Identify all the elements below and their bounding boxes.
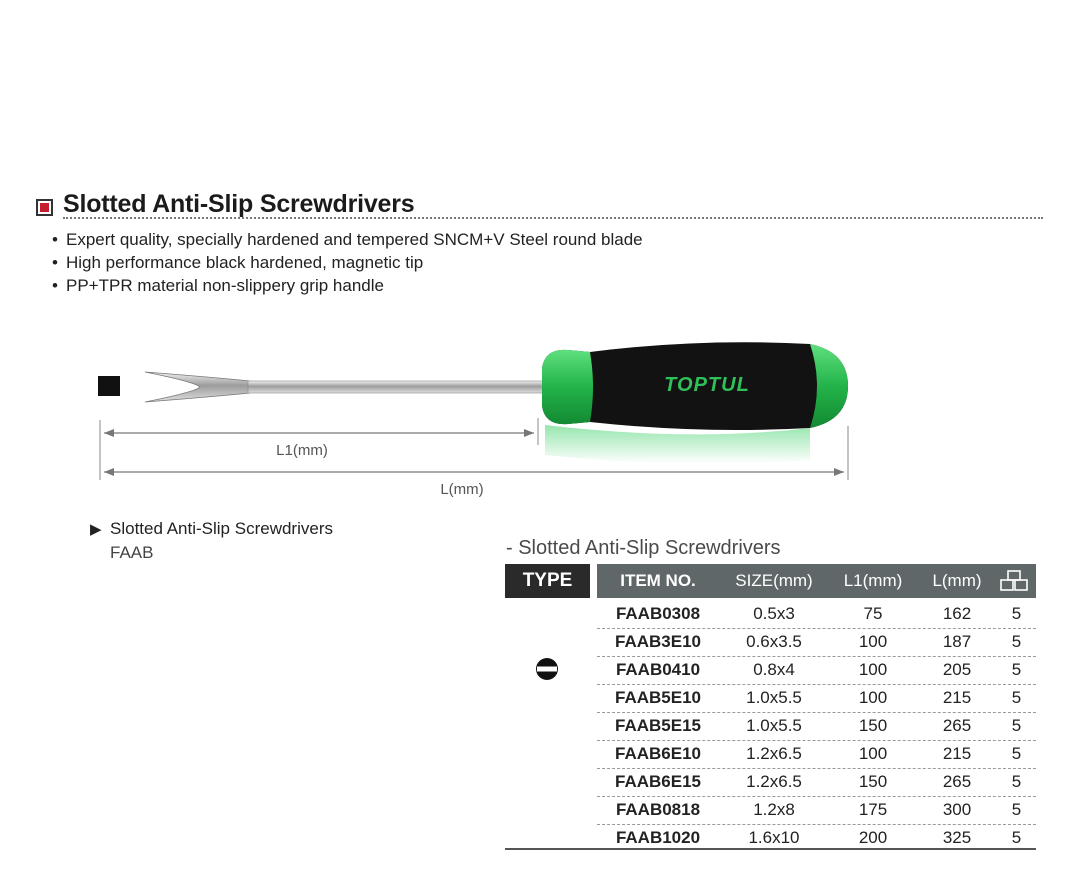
page-title: Slotted Anti-Slip Screwdrivers [63, 190, 415, 218]
cell-item: FAAB6E15 [615, 772, 701, 791]
title-bullet-icon [36, 199, 53, 216]
cell-item: FAAB5E10 [615, 688, 701, 707]
row-divider [597, 712, 1036, 713]
screwdriver-illustration [90, 330, 870, 505]
cell-qty: 5 [1011, 772, 1022, 791]
cell-size: 1.6x10 [748, 828, 800, 847]
cell-size: 0.6x3.5 [746, 632, 802, 651]
cell-item: FAAB5E15 [615, 716, 701, 735]
cell-l: 215 [942, 688, 972, 707]
row-divider [597, 824, 1036, 825]
cell-size: 1.0x5.5 [746, 688, 802, 707]
table-bottom-rule [505, 848, 1036, 850]
cell-l: 187 [942, 632, 972, 651]
brand-logo: TOPTUL [664, 374, 750, 396]
cell-item: FAAB6E10 [615, 744, 701, 763]
cell-size: 1.2x6.5 [746, 744, 802, 763]
cell-l: 162 [942, 604, 972, 623]
cell-l1: 100 [858, 688, 888, 707]
cell-l: 205 [942, 660, 972, 679]
header-l1: L1(mm) [843, 571, 903, 590]
cell-qty: 5 [1011, 828, 1022, 847]
cell-l1: 200 [858, 828, 888, 847]
table-title: - Slotted Anti-Slip Screwdrivers [506, 537, 781, 559]
cell-size: 1.0x5.5 [746, 716, 802, 735]
product-ref-code: FAAB [110, 543, 154, 562]
feature-item: • PP+TPR material non-slippery grip handle [52, 274, 643, 297]
cell-qty: 5 [1011, 632, 1022, 651]
cell-l: 265 [942, 772, 972, 791]
cell-l1: 150 [858, 716, 888, 735]
handle-reflection [545, 425, 810, 464]
row-divider [597, 628, 1036, 629]
product-ref-name: Slotted Anti-Slip Screwdrivers [110, 519, 333, 538]
cell-qty: 5 [1011, 688, 1022, 707]
header-l: L(mm) [932, 571, 982, 590]
cell-l1: 75 [863, 604, 883, 623]
row-divider [597, 684, 1036, 685]
header-size: SIZE(mm) [735, 571, 813, 590]
play-arrow-icon: ▶ [90, 521, 102, 538]
cell-size: 1.2x6.5 [746, 772, 802, 791]
tip-end-view [98, 376, 120, 396]
title-divider [63, 217, 1043, 219]
table-header-row [597, 564, 1036, 598]
row-divider [597, 740, 1036, 741]
cell-item: FAAB0818 [615, 800, 701, 819]
cell-item: FAAB0410 [615, 660, 701, 679]
cell-qty: 5 [1011, 604, 1022, 623]
cell-size: 0.5x3 [753, 604, 795, 623]
row-divider [597, 656, 1036, 657]
cell-l1: 150 [858, 772, 888, 791]
slotted-tip-icon [535, 657, 559, 681]
row-divider [597, 768, 1036, 769]
cell-qty: 5 [1011, 660, 1022, 679]
cell-item: FAAB0308 [615, 604, 701, 623]
shaft [248, 381, 548, 393]
cell-l: 215 [942, 744, 972, 763]
cell-l1: 100 [858, 660, 888, 679]
l-label: L(mm) [440, 481, 484, 498]
box-stack-icon [998, 569, 1032, 593]
cell-item: FAAB1020 [615, 828, 701, 847]
cell-l: 265 [942, 716, 972, 735]
header-item-no: ITEM NO. [620, 571, 696, 590]
feature-item: • High performance black hardened, magnetic tip [52, 251, 643, 274]
cell-l1: 100 [858, 744, 888, 763]
cell-l1: 100 [858, 632, 888, 651]
row-divider [597, 796, 1036, 797]
cell-size: 0.8x4 [753, 660, 795, 679]
handle-collar [542, 350, 593, 424]
cell-qty: 5 [1011, 800, 1022, 819]
feature-item: • Expert quality, specially hardened and tempered SNCM+V Steel round blade [52, 228, 643, 251]
type-column-header: TYPE [505, 564, 590, 598]
cell-l: 325 [942, 828, 972, 847]
cell-qty: 5 [1011, 716, 1022, 735]
feature-list [52, 228, 643, 297]
cell-item: FAAB3E10 [615, 632, 701, 651]
cell-size: 1.2x8 [753, 800, 795, 819]
cell-l: 300 [942, 800, 972, 819]
cell-qty: 5 [1011, 744, 1022, 763]
cell-l1: 175 [858, 800, 888, 819]
blade-tip [145, 372, 250, 402]
l1-label: L1(mm) [276, 442, 328, 459]
